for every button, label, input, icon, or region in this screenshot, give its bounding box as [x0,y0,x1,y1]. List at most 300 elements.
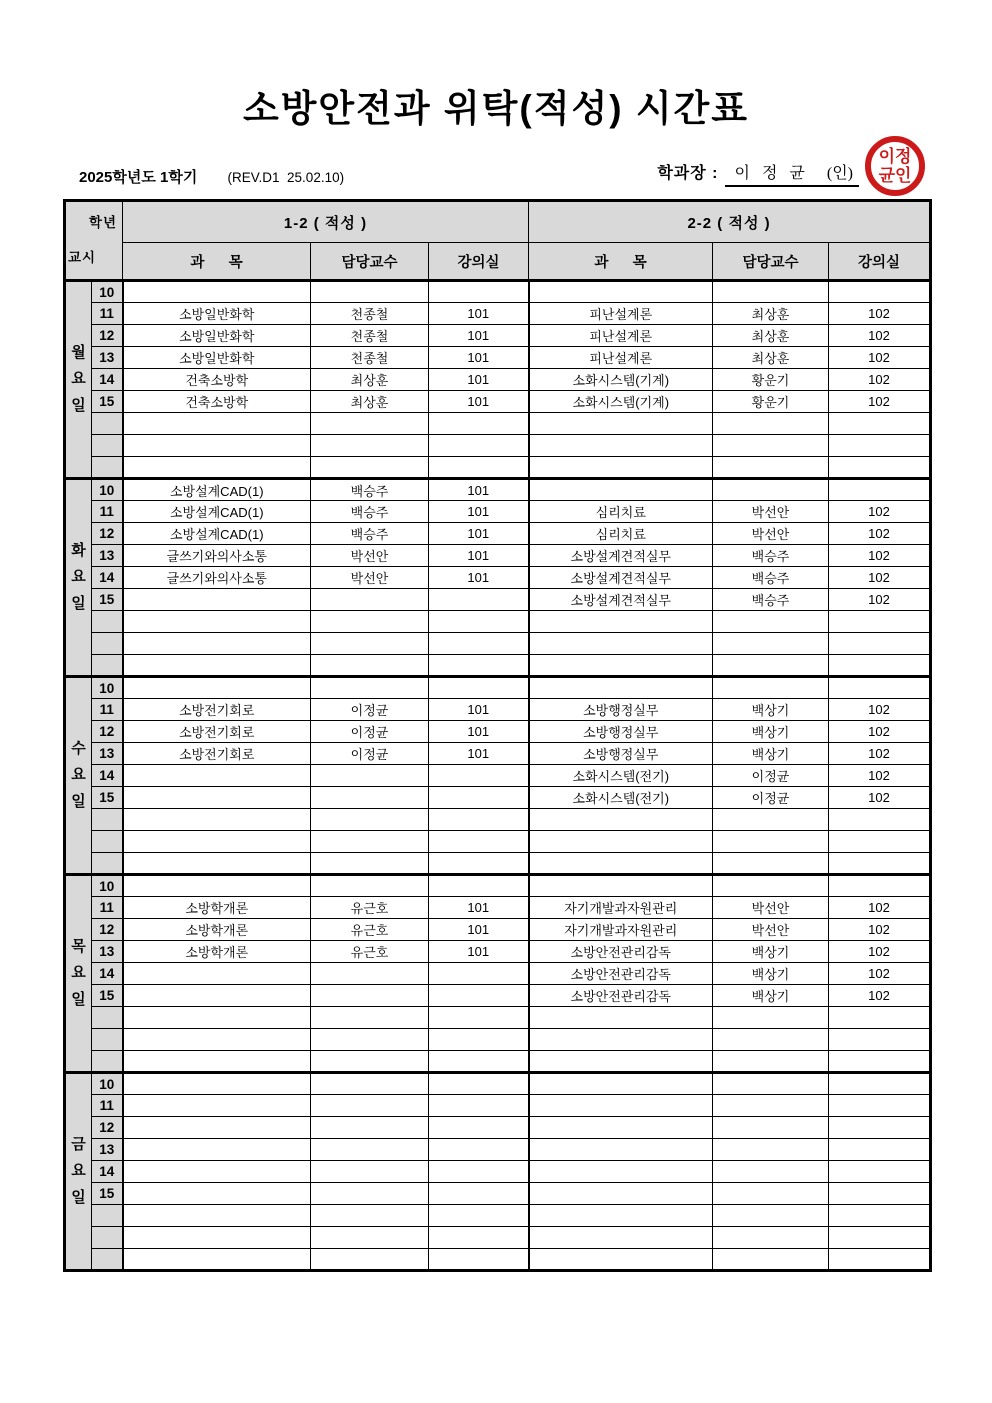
room-cell: 102 [829,699,931,721]
subject-cell [123,457,311,479]
table-row [65,941,931,963]
period-cell: 11 [92,303,123,325]
period-cell [92,1205,123,1227]
meta-row [63,147,929,187]
subject-cell: 건축소방학 [123,391,311,413]
period-cell [92,611,123,633]
professor-cell: 백승주 [311,523,429,545]
professor-cell [713,633,829,655]
room-cell [429,1205,529,1227]
room-cell [829,1117,931,1139]
table-row [65,699,931,721]
subject-cell [123,787,311,809]
period-cell: 14 [92,1161,123,1183]
professor-cell [713,1007,829,1029]
day-label: 화 요 일 [65,479,92,677]
period-cell: 14 [92,369,123,391]
professor-cell [311,655,429,677]
table-row [65,545,931,567]
subject-cell [529,413,713,435]
professor-cell: 이정균 [311,721,429,743]
subheader-subject-1: 과 목 [123,243,311,281]
table-row [65,1007,931,1029]
table-row [65,677,931,699]
subject-cell [123,765,311,787]
professor-cell: 박선안 [713,897,829,919]
room-cell [829,1073,931,1095]
professor-cell [311,963,429,985]
subject-cell [123,963,311,985]
period-cell: 13 [92,941,123,963]
timetable-body [65,281,931,1271]
room-cell: 101 [429,523,529,545]
room-cell [829,457,931,479]
table-row [65,655,931,677]
table-row [65,1139,931,1161]
room-cell: 102 [829,787,931,809]
table-row [65,831,931,853]
page-title: 소방안전과 위탁(적성) 시간표 [242,88,750,129]
subject-cell: 소방전기회로 [123,721,311,743]
room-cell: 102 [829,523,931,545]
professor-cell: 백상기 [713,963,829,985]
subject-cell [529,1183,713,1205]
room-cell [429,1183,529,1205]
professor-cell [713,1249,829,1271]
professor-cell [713,1029,829,1051]
room-cell [829,1139,931,1161]
room-cell: 101 [429,303,529,325]
period-cell [92,1249,123,1271]
professor-cell: 백상기 [713,699,829,721]
corner-header [65,201,123,281]
professor-cell: 최상훈 [713,347,829,369]
professor-cell [713,1139,829,1161]
room-cell [429,413,529,435]
room-cell [429,589,529,611]
subject-cell [123,1073,311,1095]
room-cell [829,611,931,633]
svg-text:이정: 이정 [878,147,912,166]
subject-cell: 소방설계CAD(1) [123,479,311,501]
professor-cell [311,435,429,457]
table-row [65,1051,931,1073]
room-cell: 102 [829,347,931,369]
subject-cell: 소방설계견적실무 [529,567,713,589]
subject-cell [123,809,311,831]
professor-cell [311,1139,429,1161]
subject-cell: 소방일반화학 [123,303,311,325]
professor-cell: 박선안 [713,919,829,941]
subject-cell: 소방행정실무 [529,743,713,765]
period-cell: 14 [92,567,123,589]
period-cell: 15 [92,787,123,809]
professor-cell [311,1095,429,1117]
professor-cell [713,1161,829,1183]
table-row [65,1029,931,1051]
subject-cell [529,1051,713,1073]
period-cell [92,1007,123,1029]
professor-cell [311,1117,429,1139]
subject-cell [529,1095,713,1117]
period-cell: 13 [92,1139,123,1161]
period-cell: 11 [92,897,123,919]
professor-cell: 박선안 [311,545,429,567]
room-cell: 102 [829,721,931,743]
subject-cell [529,1073,713,1095]
table-row [65,1249,931,1271]
room-cell [429,457,529,479]
professor-cell [311,809,429,831]
period-cell: 15 [92,391,123,413]
professor-cell [713,1095,829,1117]
subject-cell [123,985,311,1007]
table-row [65,765,931,787]
room-cell: 102 [829,765,931,787]
subject-cell: 소방행정실무 [529,699,713,721]
period-cell: 12 [92,1117,123,1139]
professor-cell [311,413,429,435]
table-row [65,479,931,501]
room-cell [429,633,529,655]
table-row [65,985,931,1007]
period-cell: 11 [92,501,123,523]
period-cell: 15 [92,985,123,1007]
room-cell: 101 [429,699,529,721]
room-cell [829,1029,931,1051]
subject-cell [529,1007,713,1029]
room-cell [429,1073,529,1095]
subject-cell [123,413,311,435]
professor-cell [311,787,429,809]
professor-cell: 황운기 [713,369,829,391]
room-cell: 102 [829,501,931,523]
timetable [63,199,932,1272]
day-label: 수 요 일 [65,677,92,875]
subject-cell: 소화시스템(전기) [529,787,713,809]
period-cell: 12 [92,919,123,941]
room-cell [429,1095,529,1117]
subject-cell [529,809,713,831]
subject-cell [123,1051,311,1073]
table-row [65,1205,931,1227]
room-cell [829,479,931,501]
room-cell [829,413,931,435]
subject-cell: 소방안전관리감독 [529,963,713,985]
professor-cell [311,677,429,699]
room-cell [429,435,529,457]
table-row [65,1117,931,1139]
subject-cell [123,589,311,611]
room-cell [429,677,529,699]
period-cell: 10 [92,1073,123,1095]
professor-cell [713,875,829,897]
room-cell [829,435,931,457]
professor-cell: 백승주 [713,567,829,589]
table-row [65,919,931,941]
professor-cell [713,1117,829,1139]
professor-cell [713,435,829,457]
subheader-subject-2: 과 목 [529,243,713,281]
professor-cell: 이정균 [311,699,429,721]
professor-cell: 백승주 [713,545,829,567]
room-cell [829,633,931,655]
professor-cell [311,1205,429,1227]
room-cell: 101 [429,391,529,413]
table-row [65,523,931,545]
table-row [65,457,931,479]
room-cell: 102 [829,897,931,919]
room-cell: 102 [829,743,931,765]
room-cell [429,787,529,809]
room-cell: 101 [429,897,529,919]
room-cell: 102 [829,589,931,611]
room-cell [429,853,529,875]
subject-cell: 소화시스템(전기) [529,765,713,787]
room-cell [429,1227,529,1249]
subject-cell [123,633,311,655]
revision-label: (REV.D1 25.02.10) [227,170,345,185]
professor-cell [311,831,429,853]
subject-cell: 소방설계CAD(1) [123,501,311,523]
room-cell: 101 [429,501,529,523]
period-cell [92,853,123,875]
subject-cell [529,853,713,875]
period-cell: 12 [92,325,123,347]
room-cell [429,1249,529,1271]
room-cell [429,1117,529,1139]
subject-cell: 피난설계론 [529,303,713,325]
room-cell [429,875,529,897]
period-cell: 14 [92,765,123,787]
period-cell [92,831,123,853]
subject-cell [123,1249,311,1271]
room-cell [829,853,931,875]
professor-cell: 천종철 [311,325,429,347]
professor-cell [311,1007,429,1029]
subject-cell: 소방안전관리감독 [529,941,713,963]
chair-seal-stamp-icon [863,134,927,198]
room-cell [829,677,931,699]
subject-cell: 소방일반화학 [123,325,311,347]
professor-cell [311,1073,429,1095]
corner-label-period: 교시 [68,250,97,265]
table-row [65,501,931,523]
professor-cell [713,1051,829,1073]
professor-cell: 이정균 [713,787,829,809]
room-cell [429,1161,529,1183]
period-cell [92,655,123,677]
professor-cell: 이정균 [713,765,829,787]
day-label: 금 요 일 [65,1073,92,1271]
day-label: 목 요 일 [65,875,92,1073]
room-cell [829,809,931,831]
room-cell: 101 [429,347,529,369]
room-cell [429,765,529,787]
svg-text:균인: 균인 [878,166,912,185]
table-row [65,567,931,589]
professor-cell [713,853,829,875]
subject-cell [123,1029,311,1051]
table-row [65,853,931,875]
room-cell [429,611,529,633]
subject-cell: 소방일반화학 [123,347,311,369]
period-cell: 15 [92,1183,123,1205]
table-row [65,809,931,831]
professor-cell: 최상훈 [713,325,829,347]
room-cell: 101 [429,743,529,765]
room-cell [429,809,529,831]
period-cell [92,1227,123,1249]
subject-cell [123,1205,311,1227]
room-cell [429,831,529,853]
table-row [65,435,931,457]
table-row [65,303,931,325]
professor-cell: 백상기 [713,721,829,743]
room-cell: 102 [829,303,931,325]
table-row [65,787,931,809]
period-cell [92,1051,123,1073]
subject-cell [123,1227,311,1249]
subject-cell: 소방학개론 [123,897,311,919]
professor-cell [713,809,829,831]
group-header-1-2: 1-2 ( 적성 ) [123,201,529,243]
professor-cell [311,1161,429,1183]
subject-cell: 소방학개론 [123,919,311,941]
subject-cell [123,875,311,897]
period-cell [92,809,123,831]
subject-cell [123,611,311,633]
subject-cell [529,875,713,897]
room-cell: 102 [829,545,931,567]
professor-cell: 백승주 [311,501,429,523]
professor-cell: 유근호 [311,941,429,963]
subject-cell [529,1227,713,1249]
professor-cell [713,457,829,479]
period-cell [92,457,123,479]
professor-cell [713,1183,829,1205]
room-cell: 101 [429,479,529,501]
room-cell: 102 [829,391,931,413]
professor-cell [713,479,829,501]
seal-suffix-text: (인) [826,165,853,182]
table-row [65,633,931,655]
period-cell: 12 [92,721,123,743]
professor-cell: 천종철 [311,347,429,369]
subject-cell [123,1095,311,1117]
professor-cell [311,985,429,1007]
subject-cell: 소방설계견적실무 [529,589,713,611]
room-cell [429,1139,529,1161]
period-cell: 11 [92,1095,123,1117]
subheader-room-2: 강의실 [829,243,931,281]
chair-label: 학과장 : [657,165,719,182]
table-row [65,1095,931,1117]
subject-cell [123,1183,311,1205]
period-cell [92,435,123,457]
professor-cell [713,1205,829,1227]
room-cell [829,1161,931,1183]
subject-cell: 심리치료 [529,501,713,523]
subject-cell [529,281,713,303]
table-row [65,413,931,435]
room-cell [829,1205,931,1227]
room-cell [829,1095,931,1117]
subject-cell: 피난설계론 [529,325,713,347]
professor-cell: 박선안 [311,567,429,589]
professor-cell: 백승주 [713,589,829,611]
period-cell: 11 [92,699,123,721]
professor-cell: 박선안 [713,501,829,523]
subheader-professor-2: 담당교수 [713,243,829,281]
subject-cell: 자기개발과자원관리 [529,919,713,941]
subject-cell: 소방전기회로 [123,743,311,765]
subject-cell [123,281,311,303]
table-row [65,1073,931,1095]
period-cell [92,413,123,435]
subject-cell: 글쓰기와의사소통 [123,545,311,567]
subject-cell [529,1029,713,1051]
professor-cell: 유근호 [311,919,429,941]
subject-cell [123,655,311,677]
professor-cell [713,611,829,633]
subject-cell: 소방설계견적실무 [529,545,713,567]
professor-cell [311,281,429,303]
period-cell: 13 [92,347,123,369]
period-cell: 10 [92,677,123,699]
room-cell [429,1029,529,1051]
subheader-professor-1: 담당교수 [311,243,429,281]
professor-cell [311,1249,429,1271]
subject-cell [123,677,311,699]
room-cell [429,963,529,985]
period-cell: 10 [92,281,123,303]
professor-cell: 최상훈 [311,369,429,391]
professor-cell [311,457,429,479]
chair-name [725,160,860,187]
subject-cell: 소방학개론 [123,941,311,963]
professor-cell [311,875,429,897]
room-cell [829,875,931,897]
subject-cell: 자기개발과자원관리 [529,897,713,919]
professor-cell: 최상훈 [311,391,429,413]
subject-cell [123,831,311,853]
period-cell [92,1029,123,1051]
room-cell: 102 [829,985,931,1007]
period-cell: 14 [92,963,123,985]
subject-cell [123,1161,311,1183]
table-row [65,391,931,413]
professor-cell: 천종철 [311,303,429,325]
subject-cell [529,479,713,501]
professor-cell: 백상기 [713,985,829,1007]
subject-cell: 소방전기회로 [123,699,311,721]
subject-cell: 소화시스템(기계) [529,369,713,391]
professor-cell: 백상기 [713,743,829,765]
professor-cell [713,281,829,303]
professor-cell [311,1183,429,1205]
room-cell [429,1051,529,1073]
table-row [65,281,931,303]
subject-cell [529,1249,713,1271]
room-cell: 101 [429,721,529,743]
room-cell [829,1183,931,1205]
period-cell: 10 [92,479,123,501]
room-cell [829,831,931,853]
corner-label-grade: 학년 [88,215,117,230]
room-cell [429,281,529,303]
period-cell [92,633,123,655]
